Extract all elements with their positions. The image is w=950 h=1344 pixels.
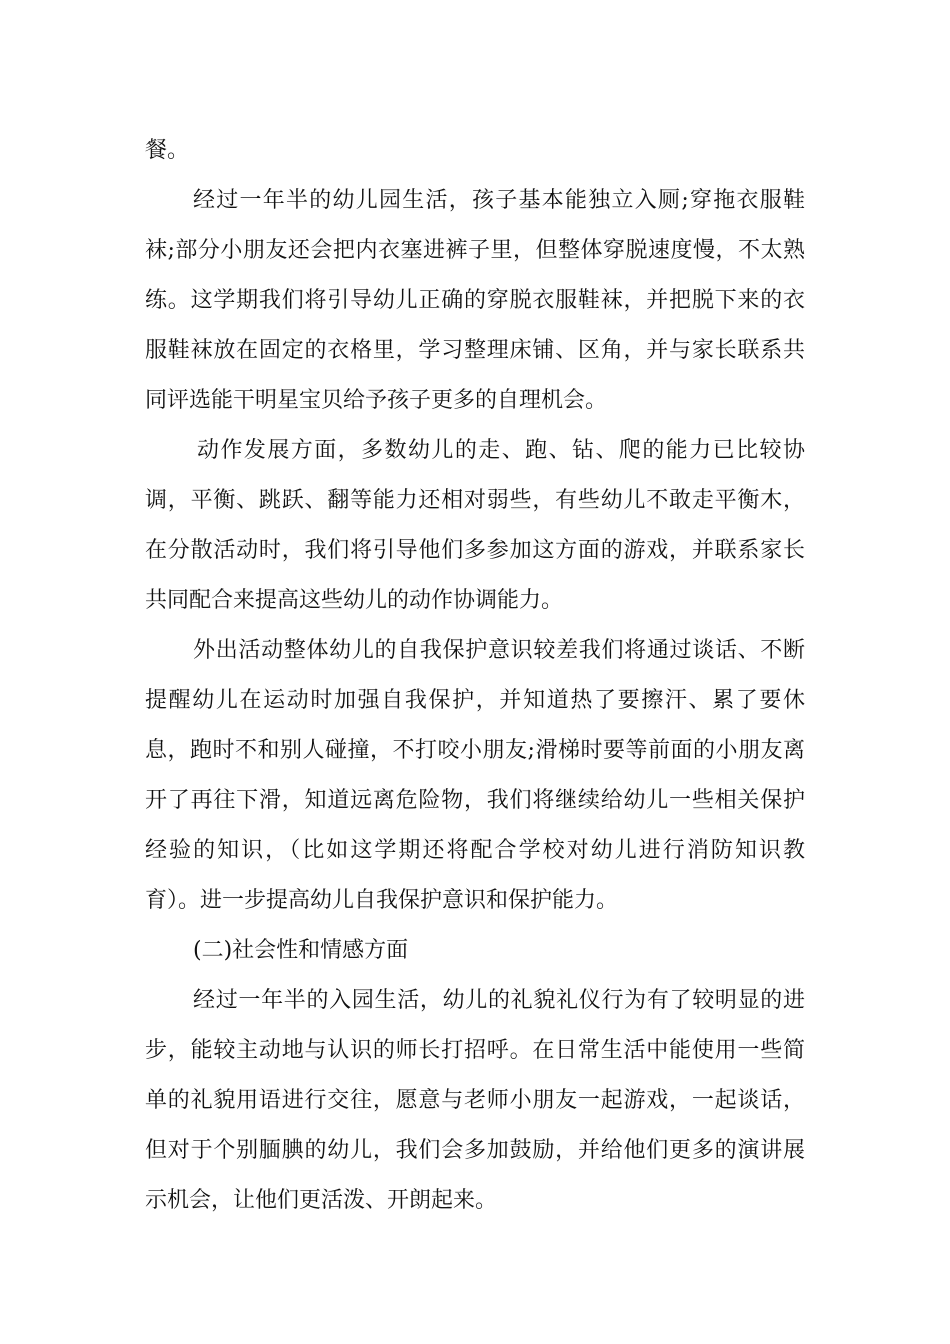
text-line: 提醒幼儿在运动时加强自我保护，并知道热了要擦汗、累了要休	[145, 688, 805, 713]
text-line: 服鞋袜放在固定的衣格里，学习整理床铺、区角，并与家长联系共	[145, 338, 805, 363]
text-line: 在分散活动时，我们将引导他们多参加这方面的游戏，并联系家长	[145, 538, 805, 563]
text-line: 但对于个别腼腆的幼儿，我们会多加鼓励，并给他们更多的演讲展	[145, 1138, 805, 1163]
text-line: 开了再往下滑，知道远离危险物，我们将继续给幼儿一些相关保护	[145, 788, 805, 813]
text-line: 步，能较主动地与认识的师长打招呼。在日常生活中能使用一些简	[145, 1038, 805, 1063]
text-line: 外出活动整体幼儿的自我保护意识较差我们将通过谈话、不断	[193, 638, 805, 663]
text-line: 育）。进一步提高幼儿自我保护意识和保护能力。	[145, 888, 619, 913]
section-heading: (二)社会性和情感方面	[193, 938, 409, 963]
text-line: 单的礼貌用语进行交往，愿意与老师小朋友一起游戏，一起谈话，	[145, 1088, 805, 1113]
text-line: 经验的知识，（比如这学期还将配合学校对幼儿进行消防知识教	[145, 838, 805, 863]
text-line: 动作发展方面，多数幼儿的走、跑、钻、爬的能力已比较协	[197, 438, 805, 463]
text-line: 袜;部分小朋友还会把内衣塞进裤子里，但整体穿脱速度慢，不太熟	[145, 238, 805, 263]
text-line: 同评选能干明星宝贝给予孩子更多的自理机会。	[145, 388, 608, 413]
text-line: 餐。	[145, 138, 190, 163]
text-line: 息，跑时不和别人碰撞，不打咬小朋友;滑梯时要等前面的小朋友离	[145, 738, 805, 763]
text-line: 调，平衡、跳跃、翻等能力还相对弱些，有些幼儿不敢走平衡木，	[145, 488, 805, 513]
text-line: 示机会，让他们更活泼、开朗起来。	[145, 1188, 498, 1213]
text-line: 经过一年半的入园生活，幼儿的礼貌礼仪行为有了较明显的进	[193, 988, 805, 1013]
text-line: 练。这学期我们将引导幼儿正确的穿脱衣服鞋袜，并把脱下来的衣	[145, 288, 805, 313]
text-line: 共同配合来提高这些幼儿的动作协调能力。	[145, 588, 564, 613]
text-line: 经过一年半的幼儿园生活，孩子基本能独立入厕;穿拖衣服鞋	[193, 188, 805, 213]
